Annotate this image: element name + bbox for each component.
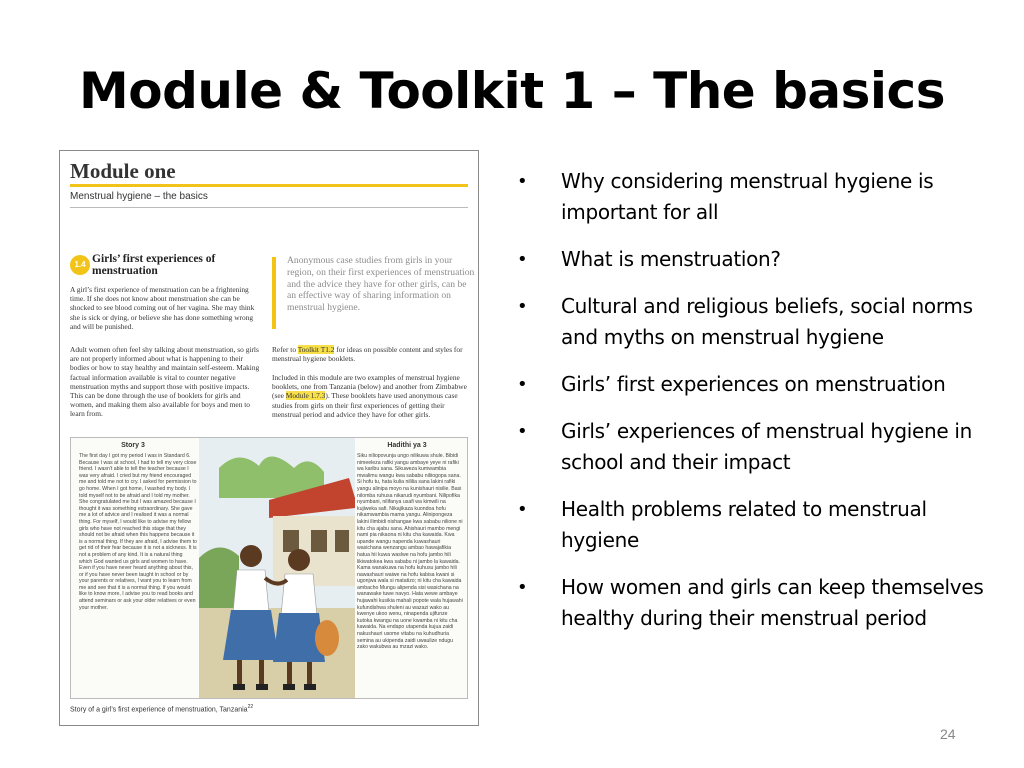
list-item-text: Girls’ experiences of menstrual hygiene in school and their impact [561,419,973,474]
quote-bar [272,257,276,329]
pull-quote: Anonymous case studies from girls in your region, on their first experiences of menstruation and the advice they have for other girls, can be an effective way of sharing information on menstrual hygiene. [287,255,475,314]
module-title: Module one [70,159,176,183]
included-suffix: ). These booklets have used anonymous case studies from girls on their first experiences of getting their menstrual period and advice they have for other girls. [272,391,458,419]
list-item-text: Health problems related to menstrual hygiene [561,497,927,552]
story-box [70,437,468,699]
bullet-icon: • [517,577,528,598]
story-left-text: The first day I got my period I was in Standard 6. Because I was at school, I had to tell my very close friend. I wasn't able to tell the teacher because I was very afraid. I cried but my friend encouraged me and told me not to cry. I asked for permission to go home. When I got home, I washed my body. I told myself not to be afraid and I told my mother. She congratulated me but I was amazed because I thought it was something extraordinary. She gave me a lot of advice and I realised it was a normal thing. For myself, I would like to advise my fellow girls who have not reached this stage that they should not be afraid when this happens because it is a normal thing. If they are afraid, I advise them to get rid of their fear because it is not a sickness. It is not a problem of any kind. It is a natural thing which God wanted us girls and women to have. Even if you have never heard anything about this, or if you have never been taught in school or by your parents or relatives, I want you to learn from me and see that it is a normal thing. If you would like to know more, I advise you to read books and attend seminars or ask your older relatives or even your mother. [79,453,197,611]
module-subtitle: Menstrual hygiene – the basics [70,191,208,202]
story-left-title: Story 3 [121,442,145,449]
intro-paragraph: A girl’s first experience of menstruation can be a frightening time. If she does not know about menstruation she can be shocked to see blood coming out of her vagina. She may think she is sick or dying, or believe she has done something wrong and will be punished. [70,285,255,331]
refer-paragraph [272,345,470,363]
list-item [517,416,987,478]
slide-title: Module & Toolkit 1 – The basics [79,62,945,120]
list-item-text: Why considering menstrual hygiene is important for all [561,169,934,224]
body-paragraph: Adult women often feel shy talking about menstruation, so girls are not properly informed about what is happening to their bodies or how to stay healthy and maintain self-esteem. Making factual information available is vital to counter negative menstruation myths and support those with positive impacts. This can be done through the use of booklets for girls and women, and making them also available for boys and men to learn from. [70,345,260,419]
toolkit-link: Toolkit T1.2 [297,345,335,354]
bullet-icon: • [517,296,528,317]
refer-prefix: Refer to [272,345,298,354]
list-item-text: How women and girls can keep themselves healthy during their menstrual period [561,575,984,630]
list-item [517,494,987,556]
list-item-text: What is menstruation? [561,247,781,271]
section-number-badge: 1.4 [70,255,90,275]
module-page-image [59,150,479,726]
refer-suffix: for ideas on possible content and styles for menstrual hygiene booklets. [272,345,463,364]
topic-list [517,166,987,650]
bullet-icon: • [517,421,528,442]
story-right-text: Siku niliopovunja ungo nilikuwa shule. Bibidi nimeeleza rafiki yangu ambaye yeye ni rafiki wa karibu sana. Sikuweza kumwambia mwalimu wangu kwa sababu niliiogopa sana. Si hofu tu, hata kulia nililia sana lakini rafiki yangu alinipa moyo na kunishauri nisilie. Basi nilomba ruhusa nikarudi nyumbani. Nilipofika nyumbani, nilifanya usafi wa kimwili na kujiweka safi. Nikajikaza kuondoa hofu nikamwambia mama yangu. Alinipongeza lakini ilimbidi nishangae kwa sababu nilione ni kitu cha ajabu sana. Ahishauri mambo mengi nami pia nikaona ni kitu cha kawaida. Kwa upande wangu napenda kuwashauri wasichana wenzangu ambao hawajafikia hatua hii kuwa waslwe na hofu jambo hili likiwatokea kwa sababu ni jambo la kawaida. Kama wanakuwa na hofu kuhusu jambo hili nawashauri waiwe na hofu kabisa kwani si ugonjwa wala si matatizo; ni kitu cha kawaida ambacho Mungu alipenda sisi wasichana na wanawake tuwe navyo. Hata wewe ambaye hujawahi kusikia mahali popote wala hujawahi kufundishwa shuleni au wazazi wako au kwenye ukoo wenu, ninapenda ujifunze kutoka kwangu na uone kwamba ni kitu cha kawaida. Na endapo utapenda kujua zaidi nakushauri usome vitabu na kuhudhuria semina au ukipenda zaidi uwaulize ndugu zako wakubwa au mzazi wako. [357,453,463,651]
module-link: Module 1.7.3 [285,391,326,401]
included-prefix: Included in this module are two examples of menstrual hygiene booklets, one from Tanzania (below) and another from Zimbabwe (see [272,373,467,401]
list-item [517,572,987,634]
story-right-title: Hadithi ya 3 [387,442,427,449]
included-paragraph [272,373,470,419]
caption-text: Story of a girl’s first experience of menstruation, Tanzania [70,706,248,714]
bullet-icon: • [517,249,528,270]
bullet-icon: • [517,374,528,395]
page-number: 24 [940,726,956,742]
accent-bar [70,184,468,187]
list-item [517,166,987,228]
list-item-text: Girls’ first experiences on menstruation [561,372,946,396]
list-item [517,244,987,275]
bullet-icon: • [517,499,528,520]
bullet-icon: • [517,171,528,192]
list-item [517,291,987,353]
section-heading: Girls’ first experiences of menstruation [92,253,216,277]
divider [70,207,468,208]
story-caption [70,704,253,713]
caption-footnote: 22 [247,704,254,710]
list-item [517,369,987,400]
schoolgirls-illustration [199,438,355,699]
list-item-text: Cultural and religious beliefs, social norms and myths on menstrual hygiene [561,294,973,349]
